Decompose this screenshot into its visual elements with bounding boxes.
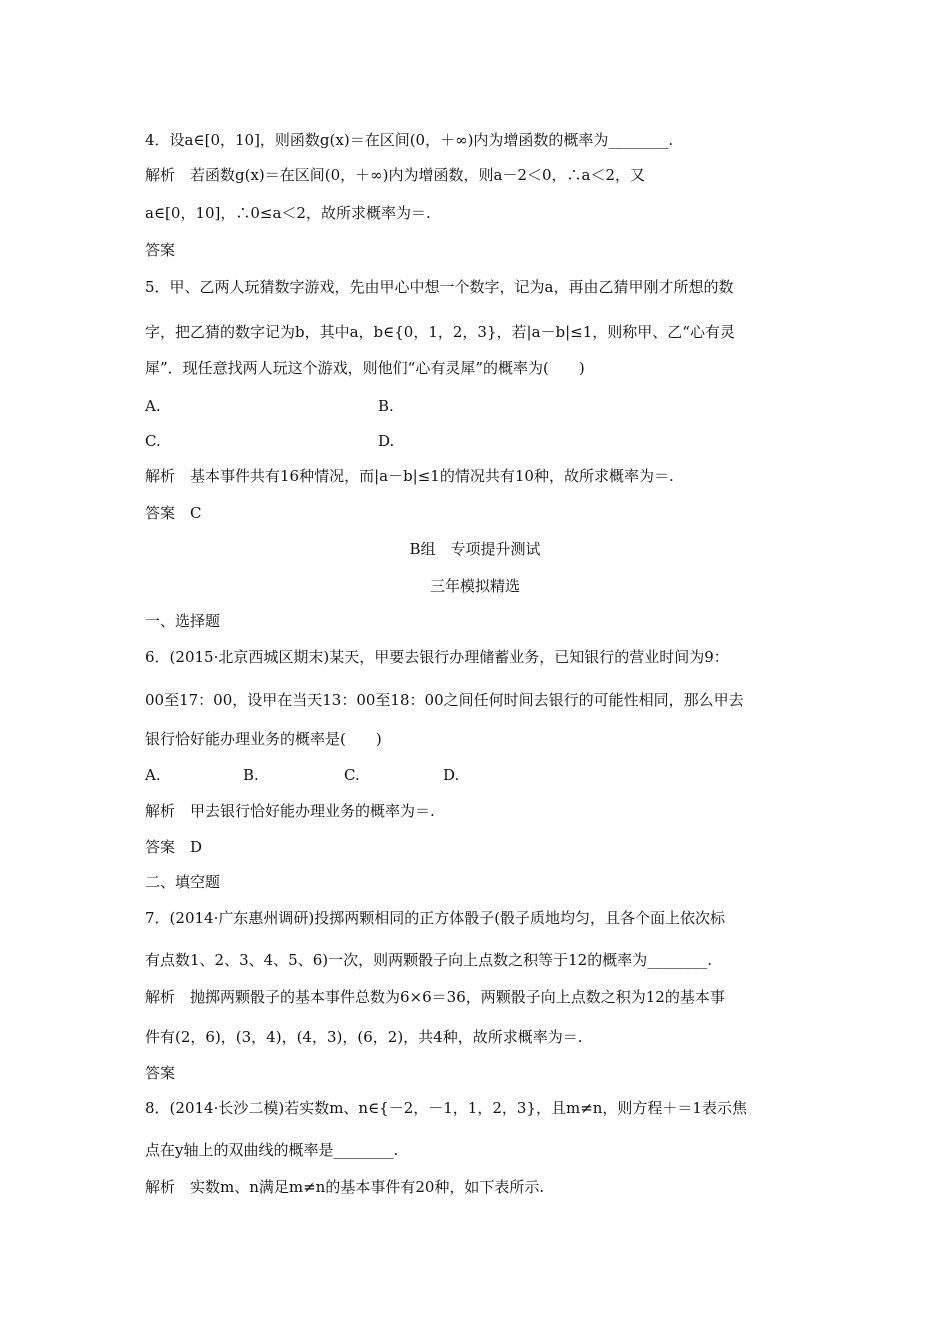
section-subheading: 三年模拟精选 — [429, 577, 520, 595]
q5-option-a: A. — [145, 397, 161, 415]
section-heading: B组 专项提升测试 — [409, 540, 541, 558]
q4-stem: 4．设a∈[0，10]，则函数g(x)＝在区间(0，＋∞)内为增函数的概率为________. — [145, 131, 674, 149]
q6-option-a: A. — [145, 766, 161, 784]
q7-solution-line-2: 件有(2，6)，(3，4)，(4，3)，(6，2)，共4种，故所求概率为＝. — [145, 1028, 583, 1046]
q6-option-b: B. — [243, 766, 259, 784]
q5-option-b: B. — [378, 397, 394, 415]
q6-stem-line-1: 6．(2015·北京西城区期末)某天，甲要去银行办理储蓄业务，已知银行的营业时间为9： — [145, 648, 729, 666]
q6-option-d: D. — [443, 766, 460, 784]
q6-stem-line-2: 00至17：00，设甲在当天13：00至18：00之间任何时间去银行的可能性相同，那么甲去 — [145, 691, 744, 709]
q8-stem-line-1: 8．(2014·长沙二模)若实数m、n∈{－2，－1，1，2，3}，且m≠n，则方程＋＝1表示焦 — [145, 1099, 747, 1117]
q6-answer: 答案 D — [145, 838, 203, 856]
q7-answer: 答案 — [145, 1064, 176, 1082]
q5-option-d: D. — [378, 432, 395, 450]
q8-stem-line-2: 点在y轴上的双曲线的概率是________. — [145, 1141, 399, 1159]
q4-answer: 答案 — [145, 241, 176, 259]
q4-solution-line-1: 解析 若函数g(x)＝在区间(0，＋∞)内为增函数，则a－2＜0，∴a＜2，又 — [145, 166, 646, 184]
part-heading-fill: 二、填空题 — [145, 873, 221, 891]
q4-solution-line-2: a∈[0，10]，∴0≤a＜2，故所求概率为＝. — [145, 204, 431, 222]
q5-stem-line-1: 5．甲、乙两人玩猜数字游戏，先由甲心中想一个数字，记为a，再由乙猜甲刚才所想的数 — [145, 278, 734, 296]
q7-stem-line-2: 有点数1、2、3、4、5、6)一次，则两颗骰子向上点数之积等于12的概率为________. — [145, 951, 712, 969]
q5-answer: 答案 C — [145, 504, 202, 522]
q5-stem-line-2: 字，把乙猜的数字记为b，其中a，b∈{0，1，2，3}，若|a－b|≤1，则称甲、乙“心有灵 — [145, 323, 735, 341]
q7-stem-line-1: 7．(2014·广东惠州调研)投掷两颗相同的正方体骰子(骰子质地均匀，且各个面上依次标 — [145, 909, 726, 927]
q6-option-c: C. — [344, 766, 360, 784]
q7-solution-line-1: 解析 抛掷两颗骰子的基本事件总数为6×6＝36，两颗骰子向上点数之积为12的基本事 — [145, 988, 725, 1006]
q5-option-c: C. — [145, 432, 161, 450]
q6-stem-line-3: 银行恰好能办理业务的概率是( ) — [145, 730, 382, 748]
part-heading-choice: 一、选择题 — [145, 612, 221, 630]
q8-solution: 解析 实数m、n满足m≠n的基本事件有20种，如下表所示. — [145, 1178, 545, 1196]
q6-solution: 解析 甲去银行恰好能办理业务的概率为＝. — [145, 802, 435, 820]
q5-stem-line-3: 犀”．现任意找两人玩这个游戏，则他们“心有灵犀”的概率为( ) — [145, 359, 585, 377]
q5-solution: 解析 基本事件共有16种情况，而|a－b|≤1的情况共有10种，故所求概率为＝. — [145, 467, 674, 485]
